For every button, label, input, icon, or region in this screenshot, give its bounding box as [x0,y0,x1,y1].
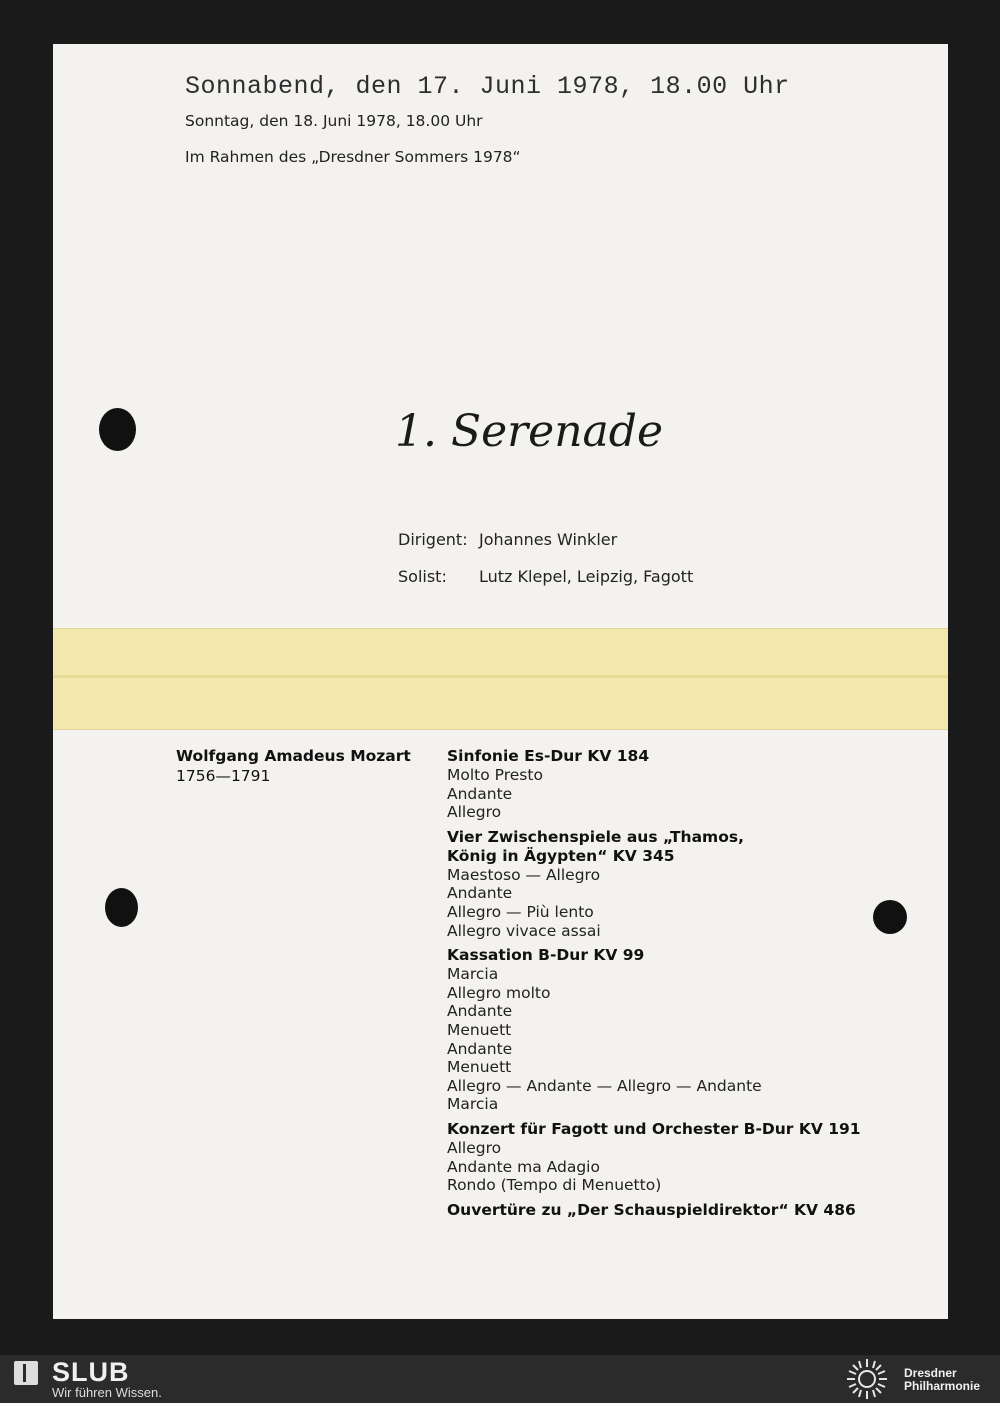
work-title: Kassation B-Dur KV 99 [447,946,645,965]
program-list [447,747,927,1226]
movement: Allegro — Andante — Allegro — Andante [447,1076,762,1095]
movement: Marcia [447,1095,499,1114]
partner-name[interactable] [904,1367,980,1393]
program-work [447,1201,927,1220]
partner-name-line2: Philharmonie [904,1379,981,1393]
punch-hole [99,408,136,451]
movement: Rondo (Tempo di Menuetto) [447,1176,662,1195]
soloist-label: Solist: [398,567,447,586]
slub-logo-icon [14,1361,38,1385]
tape-fold-line [53,675,948,678]
composer-name: Wolfgang Amadeus Mozart [176,747,411,765]
work-title: Vier Zwischenspiele aus „Thamos, König in Ägypten“ KV 345 [447,827,744,865]
program-work [447,747,927,822]
punch-hole [105,888,138,927]
concert-title: 1. Serenade [395,406,663,457]
festival-context: Im Rahmen des „Dresdner Sommers 1978“ [185,148,521,166]
movement: Allegro [447,803,502,822]
movement: Allegro vivace assai [447,921,601,940]
movement: Allegro — Più lento [447,902,594,921]
performance-date-typed: Sonnabend, den 17. Juni 1978, 18.00 Uhr [185,72,790,101]
soloist-row [398,567,693,604]
movement: Molto Presto [447,766,543,784]
movement: Allegro [447,1138,502,1157]
movement: Maestoso — Allegro [447,865,601,884]
adhesive-tape [53,628,948,730]
viewer-footer [0,1355,1000,1403]
conductor-name: Johannes Winkler [479,530,618,549]
movement: Andante [447,1002,513,1021]
library-name[interactable]: SLUB [52,1357,130,1387]
movement: Allegro molto [447,983,551,1002]
composer [176,747,411,785]
conductor-row [398,530,693,567]
work-title: Ouvertüre zu „Der Schauspieldirektor“ KV 486 [447,1200,856,1219]
credits [398,530,693,604]
performance-date-second: Sonntag, den 18. Juni 1978, 18.00 Uhr [185,112,483,130]
program-work [447,946,927,1114]
partner-name-line1: Dresdner [904,1366,957,1380]
movement: Marcia [447,965,499,984]
work-title: Sinfonie Es-Dur KV 184 [447,747,650,765]
movement: Menuett [447,1058,512,1077]
soloist-name: Lutz Klepel, Leipzig, Fagott [479,567,694,586]
movement: Andante [447,884,513,903]
movement: Andante [447,784,513,803]
conductor-label: Dirigent: [398,530,468,549]
work-title: Konzert für Fagott und Orchester B-Dur KV 191 [447,1119,861,1138]
movement: Menuett [447,1020,512,1039]
program-sheet [53,44,948,1319]
movement: Andante [447,1039,513,1058]
composer-dates: 1756—1791 [176,767,271,785]
punch-hole [873,900,907,934]
program-work [447,1120,927,1195]
movement: Andante ma Adagio [447,1157,600,1176]
philharmonie-logo-icon [840,1357,894,1401]
program-work [447,828,927,940]
library-tagline: Wir führen Wissen. [52,1385,162,1400]
